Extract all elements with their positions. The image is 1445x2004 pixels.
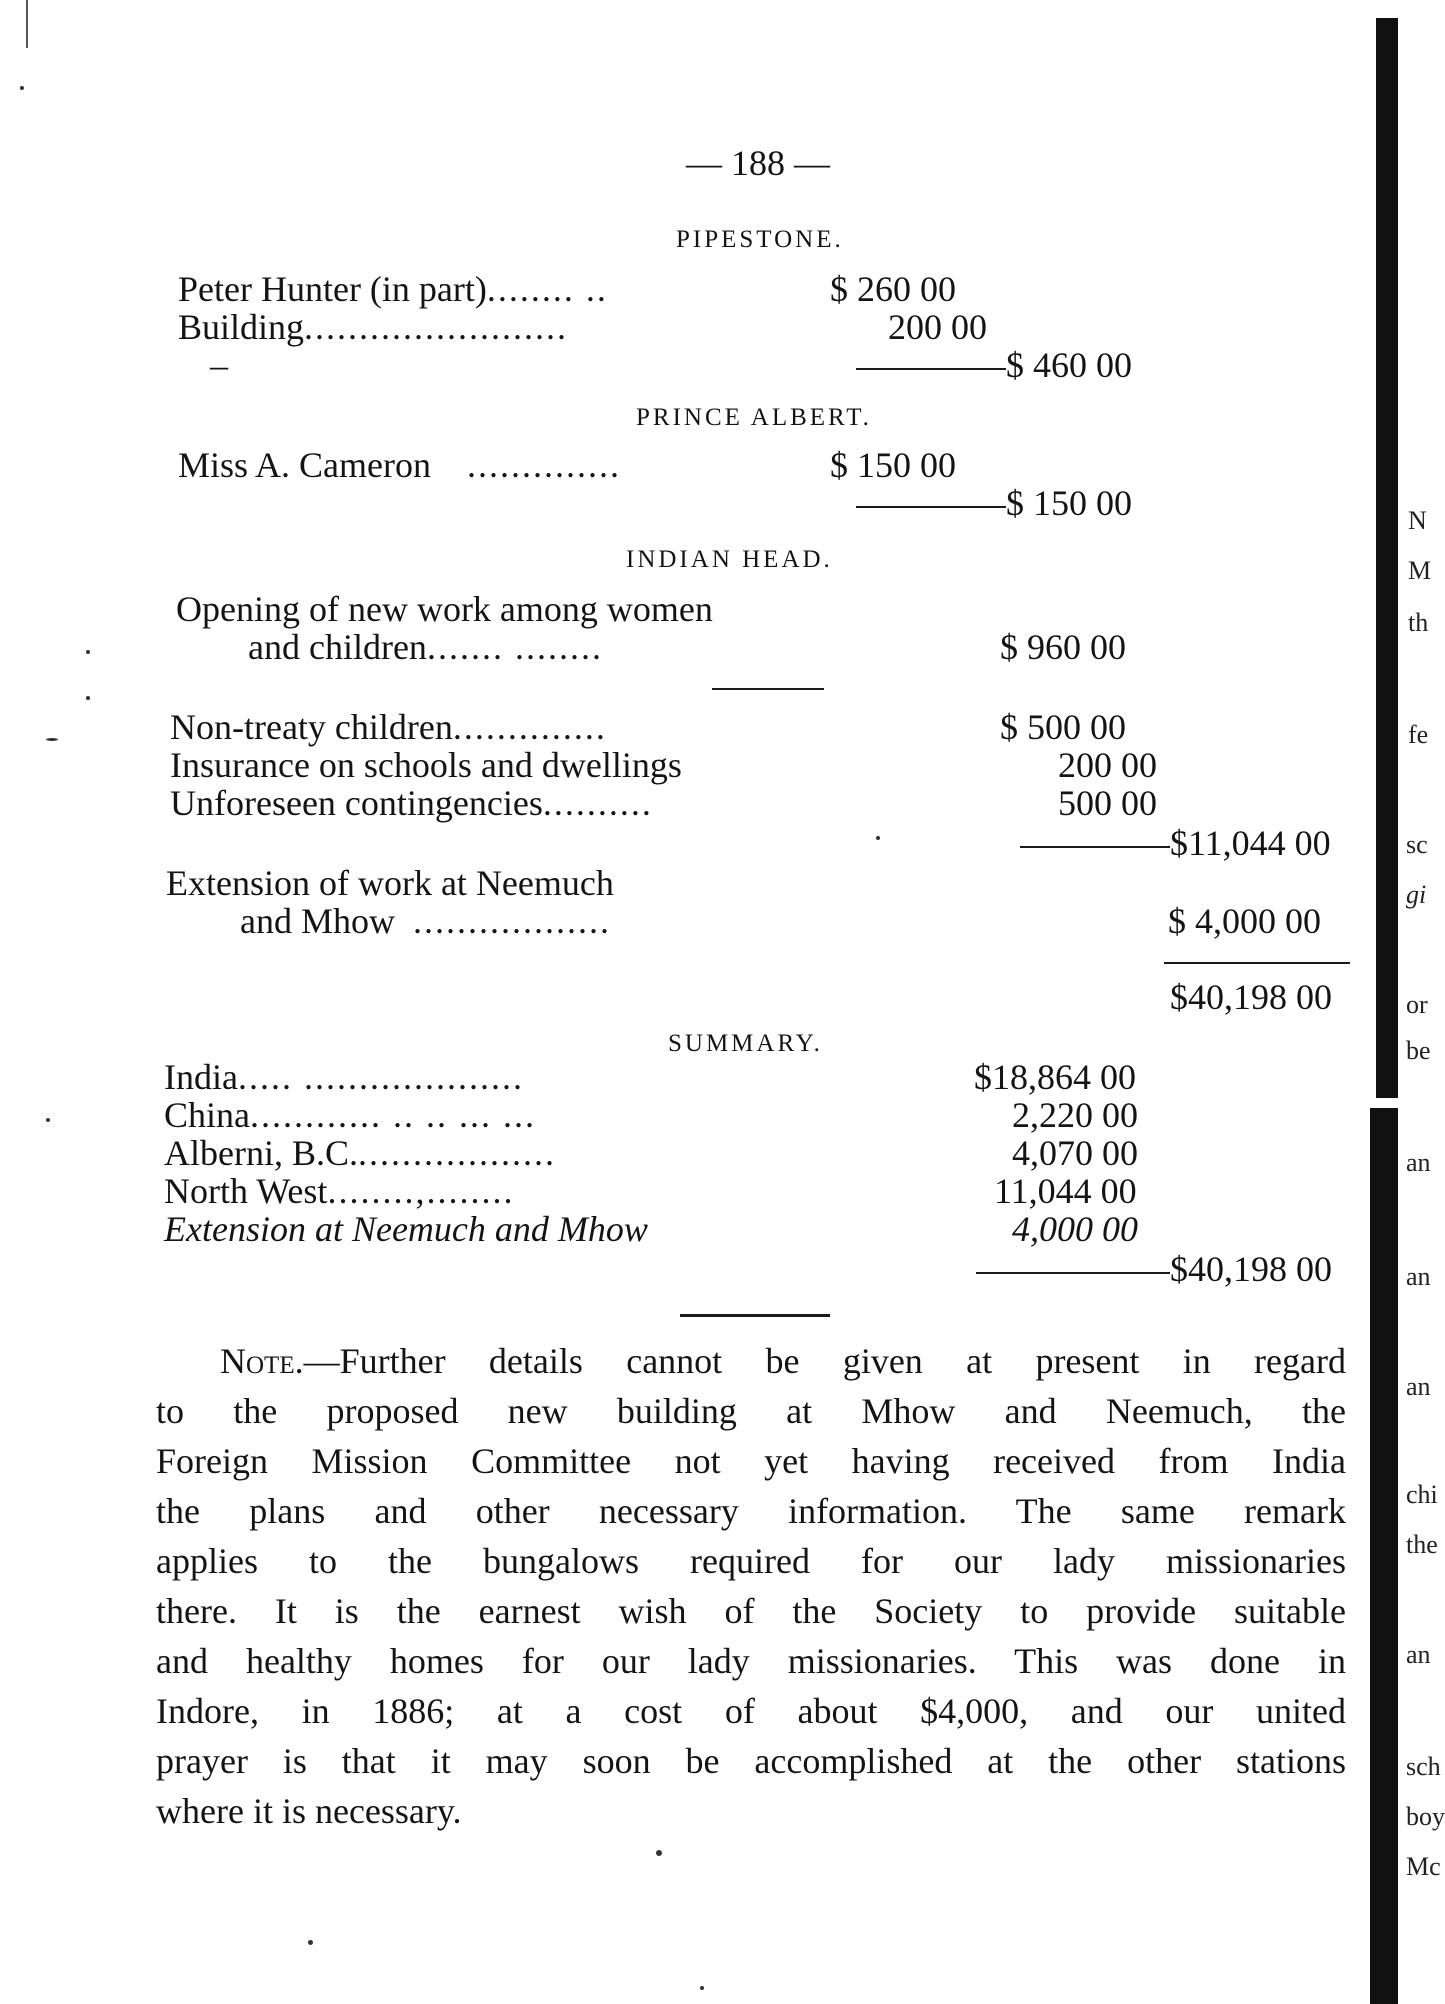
facing-page-fragment: th (1408, 608, 1429, 637)
short-rule (712, 688, 824, 690)
subtotal-rule (856, 368, 1006, 370)
facing-page-fragment: boy (1406, 1802, 1445, 1831)
summary-label: China............ .. .. ... ... (164, 1095, 536, 1135)
summary-total-rule (976, 1272, 1170, 1274)
section-heading-prince-albert: PRINCE ALBERT. (636, 404, 872, 431)
ledger-amount: $ 260 00 (830, 269, 956, 309)
section-subtotal: $ 150 00 (1006, 483, 1132, 523)
note-paragraph (156, 1336, 1346, 1836)
section-heading-pipestone: PIPESTONE. (676, 226, 844, 253)
ledger-label-continued: and children....... ........ (248, 627, 603, 667)
scan-speck (700, 1986, 704, 1990)
facing-page-fragment: an (1406, 1640, 1431, 1669)
note-line: the plans and other necessary information. The same remark (156, 1491, 1346, 1531)
facing-page-fragment: the (1406, 1530, 1438, 1559)
ledger-label: Unforeseen contingencies.......... (170, 783, 653, 823)
stray-mark: – (210, 345, 228, 385)
subtotal-rule (856, 506, 1006, 508)
summary-label: Extension at Neemuch and Mhow (164, 1209, 648, 1249)
ledger-amount: 200 00 (1058, 745, 1157, 785)
ledger-amount: $ 500 00 (1000, 707, 1126, 747)
binding-edge-bar (1376, 18, 1398, 1098)
note-line: and healthy homes for our lady missionaries. This was done in (156, 1641, 1346, 1681)
scan-speck (308, 1940, 313, 1945)
facing-page-fragment: be (1406, 1036, 1431, 1065)
scan-speck (46, 738, 58, 741)
summary-label: India..... .................... (164, 1057, 524, 1097)
binding-edge-bar (1370, 1108, 1398, 2004)
ledger-amount: 200 00 (888, 307, 987, 347)
total-rule (1164, 962, 1350, 964)
note-line: where it is necessary. (156, 1791, 462, 1831)
note-line: applies to the bungalows required for our lady missionaries (156, 1541, 1346, 1581)
summary-amount: 4,000 00 (1012, 1209, 1138, 1249)
note-lead: Note. (220, 1341, 304, 1381)
scan-speck (876, 836, 880, 840)
facing-page-fragment: M (1408, 556, 1432, 585)
ledger-label: Extension of work at Neemuch (166, 863, 614, 903)
facing-page-fragment: chi (1406, 1480, 1438, 1509)
note-line: Note.—Further details cannot be given at present in regard (220, 1341, 1346, 1381)
facing-page-fragment: gi (1406, 880, 1427, 909)
note-line: Indore, in 1886; at a cost of about $4,000, and our united (156, 1691, 1346, 1731)
ledger-label: Peter Hunter (in part)........ .. (178, 269, 608, 309)
ledger-label: Insurance on schools and dwellings (170, 745, 682, 785)
summary-amount: $18,864 00 (974, 1057, 1136, 1097)
scan-speck (86, 650, 90, 654)
note-line: there. It is the earnest wish of the Society to provide suitable (156, 1591, 1346, 1631)
ledger-label: Opening of new work among women (176, 589, 713, 629)
note-line: prayer is that it may soon be accomplished at the other stations (156, 1741, 1346, 1781)
section-subtotal: $ 460 00 (1006, 345, 1132, 385)
facing-page-fragment: Mc (1406, 1852, 1441, 1881)
facing-page-fragment: an (1406, 1148, 1431, 1177)
grand-total: $40,198 00 (1170, 977, 1332, 1017)
scan-speck (656, 1850, 662, 1856)
section-heading-indian-head: INDIAN HEAD. (626, 546, 833, 573)
facing-page-fragment: or (1406, 990, 1428, 1019)
facing-page-fragment: N (1408, 506, 1427, 535)
subtotal-rule (1020, 846, 1170, 848)
section-heading-summary: SUMMARY. (668, 1030, 823, 1057)
page-number: — 188 — (686, 143, 830, 183)
facing-page-fragment: an (1406, 1372, 1431, 1401)
misc-total: $11,044 00 (1170, 823, 1331, 863)
summary-amount: 4,070 00 (1012, 1133, 1138, 1173)
ledger-label: Miss A. Cameron .............. (178, 445, 622, 485)
facing-page-fragment: sc (1406, 830, 1428, 859)
ledger-amount: $ 150 00 (830, 445, 956, 485)
ledger-amount: $ 960 00 (1000, 627, 1126, 667)
extension-amount: $ 4,000 00 (1168, 901, 1321, 941)
facing-page-fragment: fe (1408, 720, 1429, 749)
note-line: Foreign Mission Committee not yet having received from India (156, 1441, 1346, 1481)
summary-amount: 11,044 00 (994, 1171, 1137, 1211)
section-divider (680, 1314, 830, 1317)
summary-label: North West........,........ (164, 1171, 515, 1211)
scan-speck (46, 1118, 50, 1122)
facing-page-fragment: an (1406, 1262, 1431, 1291)
summary-amount: 2,220 00 (1012, 1095, 1138, 1135)
ledger-label: Non-treaty children.............. (170, 707, 607, 747)
ledger-label: Building........................ (178, 307, 569, 347)
note-line: to the proposed new building at Mhow and Neemuch, the (156, 1391, 1346, 1431)
facing-page-fragment: sch (1406, 1752, 1441, 1781)
ledger-amount: 500 00 (1058, 783, 1157, 823)
summary-total: $40,198 00 (1170, 1249, 1332, 1289)
page-left-edge-line (26, 0, 28, 48)
ledger-label-continued: and Mhow .................. (240, 901, 611, 941)
scan-speck (20, 86, 24, 90)
scan-speck (86, 696, 90, 700)
summary-label: Alberni, B.C................... (164, 1133, 556, 1173)
